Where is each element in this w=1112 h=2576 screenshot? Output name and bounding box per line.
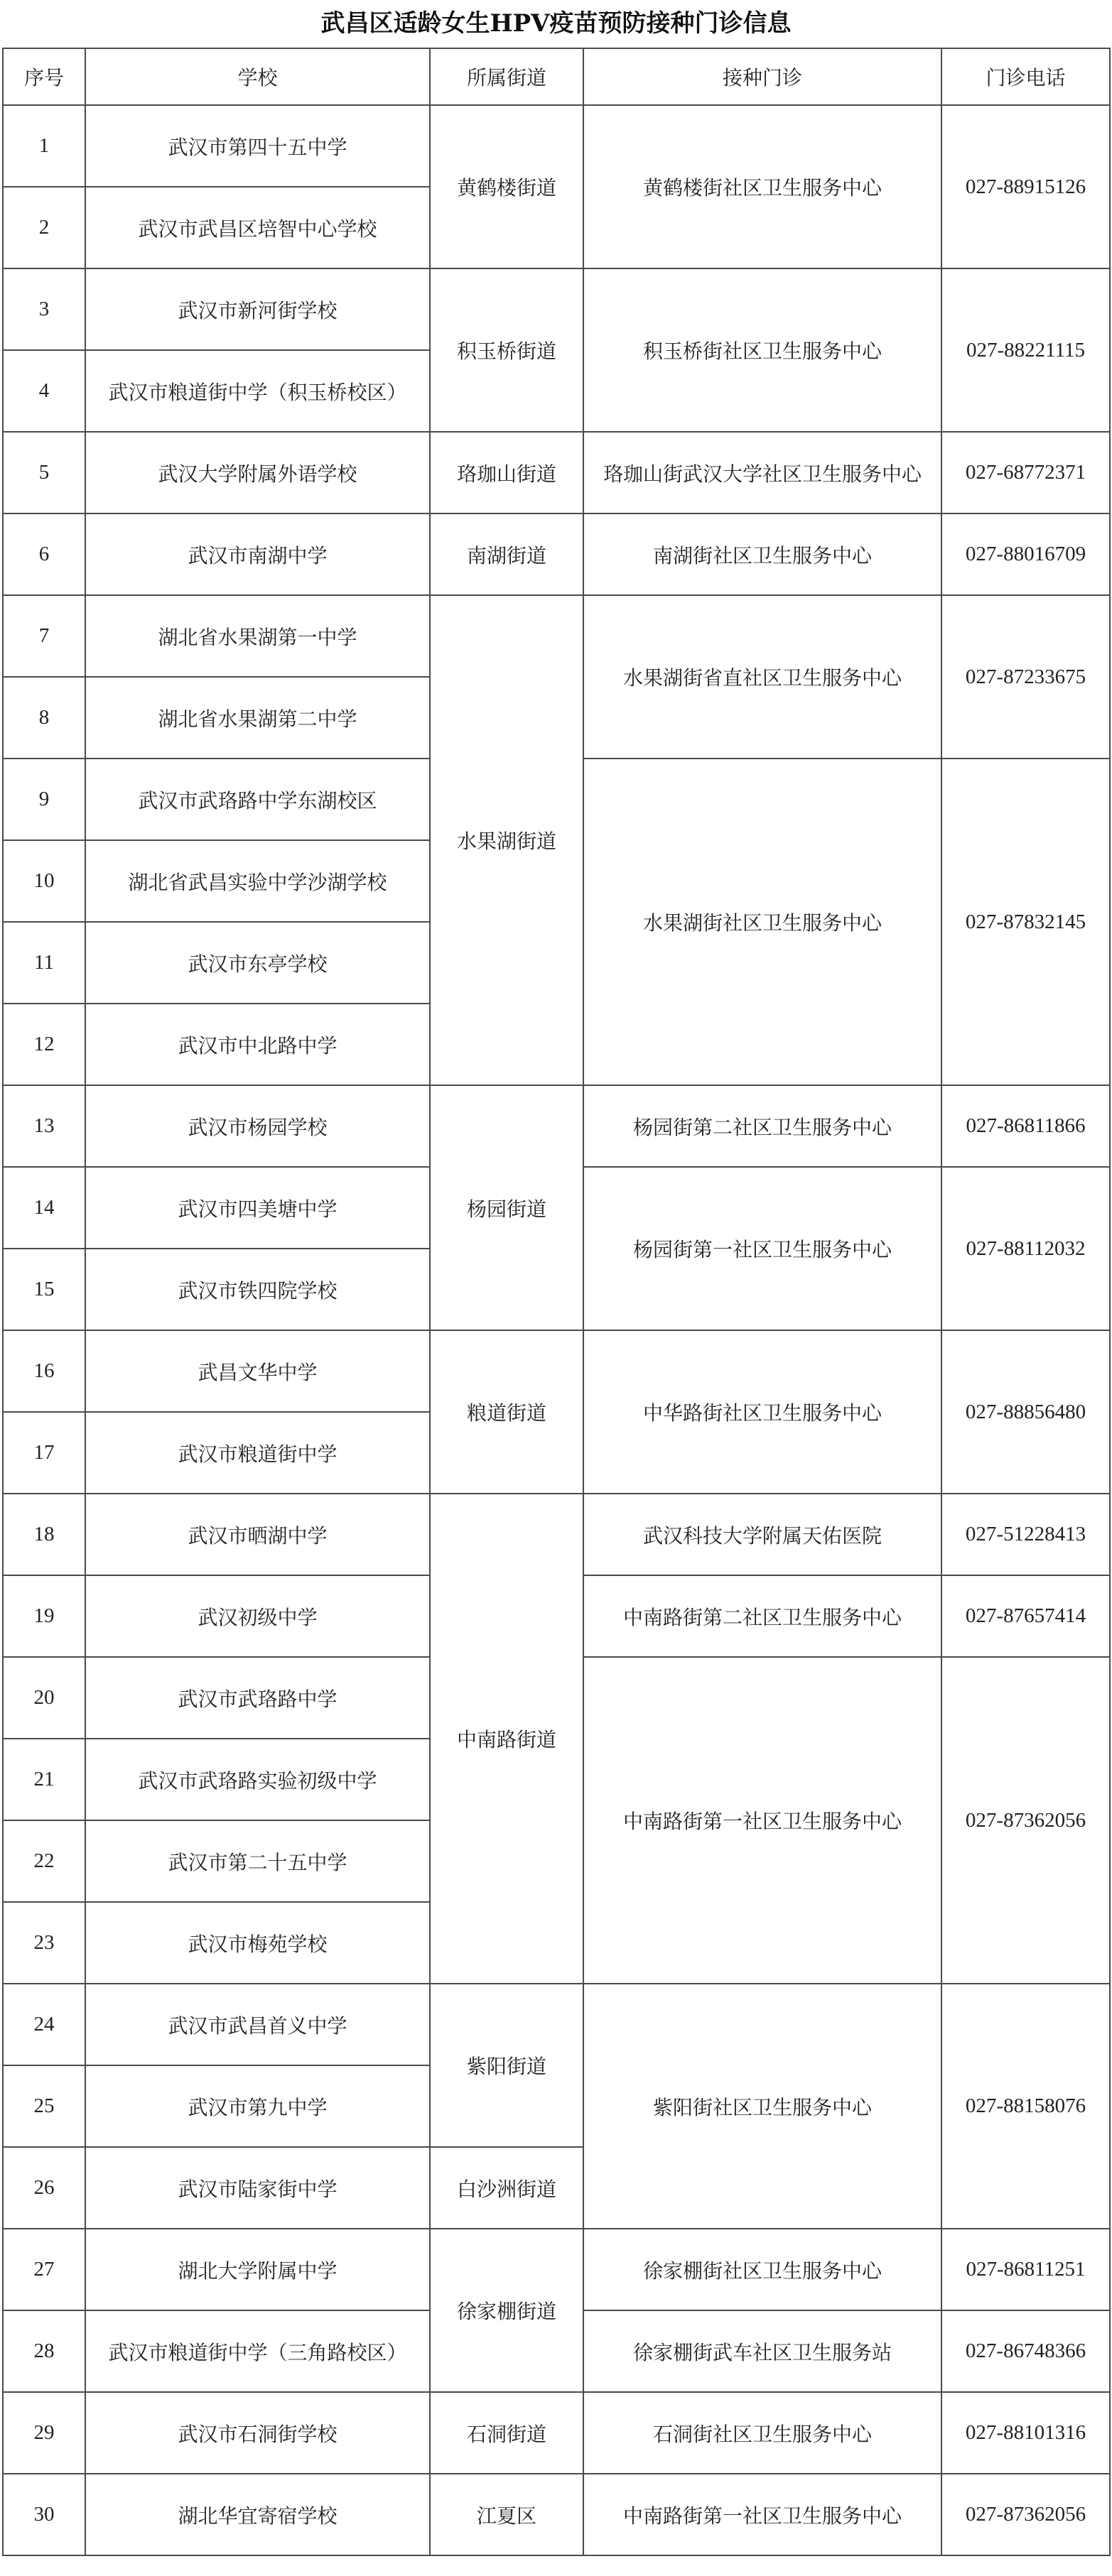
- clinic-name: 紫阳街社区卫生服务中心: [583, 1984, 941, 2229]
- clinic-name: 徐家棚街武车社区卫生服务站: [583, 2310, 941, 2392]
- clinic-phone: 027-88112032: [941, 1167, 1110, 1330]
- clinic-name: 中南路街第二社区卫生服务中心: [583, 1575, 941, 1657]
- clinic-phone: 027-68772371: [941, 432, 1110, 513]
- row-number: 29: [3, 2392, 85, 2474]
- school-name: 湖北大学附属中学: [85, 2229, 430, 2310]
- clinic-phone: 027-87362056: [941, 1657, 1110, 1984]
- clinic-phone: 027-86811866: [941, 1085, 1110, 1167]
- table-row: [3, 2229, 1110, 2310]
- table-row: [3, 2474, 1110, 2555]
- clinic-name: 水果湖街省直社区卫生服务中心: [583, 595, 941, 759]
- row-number: 22: [3, 1820, 85, 1902]
- clinic-name: 杨园街第二社区卫生服务中心: [583, 1085, 941, 1167]
- page-title: 武昌区适龄女生HPV疫苗预防接种门诊信息: [320, 9, 792, 38]
- row-number: 12: [3, 1004, 85, 1085]
- table-row: [3, 2392, 1110, 2474]
- table-body: [3, 105, 1110, 2555]
- table-row: [3, 513, 1110, 595]
- clinic-phone: 027-87657414: [941, 1575, 1110, 1657]
- school-name: 武汉市粮道街中学（三角路校区）: [85, 2310, 430, 2392]
- header-school: 学校: [85, 48, 430, 105]
- clinic-name: 杨园街第一社区卫生服务中心: [583, 1167, 941, 1330]
- table-row: [3, 595, 1110, 677]
- row-number: 4: [3, 350, 85, 432]
- clinic-phone: 027-87233675: [941, 595, 1110, 759]
- clinic-name: 中华路街社区卫生服务中心: [583, 1330, 941, 1494]
- school-name: 武汉市武昌首义中学: [85, 1984, 430, 2065]
- clinic-table: [2, 48, 1111, 2556]
- row-number: 1: [3, 105, 85, 187]
- street-name: 粮道街道: [430, 1330, 583, 1494]
- header-street: 所属街道: [430, 48, 583, 105]
- street-name: 江夏区: [430, 2474, 583, 2555]
- street-name: 珞珈山街道: [430, 432, 583, 513]
- table-row: [3, 432, 1110, 513]
- row-number: 28: [3, 2310, 85, 2392]
- row-number: 30: [3, 2474, 85, 2555]
- header-no: 序号: [3, 48, 85, 105]
- school-name: 湖北省水果湖第二中学: [85, 677, 430, 759]
- clinic-name: 中南路街第一社区卫生服务中心: [583, 1657, 941, 1984]
- school-name: 武汉市新河街学校: [85, 268, 430, 350]
- row-number: 19: [3, 1575, 85, 1657]
- school-name: 武昌文华中学: [85, 1330, 430, 1412]
- school-name: 武汉市粮道街中学: [85, 1412, 430, 1494]
- header-phone: 门诊电话: [941, 48, 1110, 105]
- row-number: 5: [3, 432, 85, 513]
- school-name: 武汉市晒湖中学: [85, 1494, 430, 1575]
- clinic-name: 黄鹤楼街社区卫生服务中心: [583, 105, 941, 268]
- school-name: 湖北华宜寄宿学校: [85, 2474, 430, 2555]
- school-name: 武汉市陆家街中学: [85, 2147, 430, 2229]
- clinic-name: 武汉科技大学附属天佑医院: [583, 1494, 941, 1575]
- school-name: 湖北省水果湖第一中学: [85, 595, 430, 677]
- school-name: 武汉市武珞路中学: [85, 1657, 430, 1739]
- school-name: 武汉市第四十五中学: [85, 105, 430, 187]
- school-name: 武汉市铁四院学校: [85, 1249, 430, 1330]
- row-number: 15: [3, 1249, 85, 1330]
- school-name: 武汉市中北路中学: [85, 1004, 430, 1085]
- table-row: [3, 1330, 1110, 1412]
- row-number: 10: [3, 840, 85, 922]
- school-name: 武汉市东亭学校: [85, 922, 430, 1004]
- row-number: 13: [3, 1085, 85, 1167]
- clinic-phone: 027-86811251: [941, 2229, 1110, 2310]
- clinic-phone: 027-87832145: [941, 759, 1110, 1085]
- school-name: 湖北省武昌实验中学沙湖学校: [85, 840, 430, 922]
- row-number: 11: [3, 922, 85, 1004]
- row-number: 9: [3, 759, 85, 840]
- school-name: 武汉市南湖中学: [85, 513, 430, 595]
- school-name: 武汉市粮道街中学（积玉桥校区）: [85, 350, 430, 432]
- clinic-name: 徐家棚街社区卫生服务中心: [583, 2229, 941, 2310]
- clinic-phone: 027-88016709: [941, 513, 1110, 595]
- table-row: [3, 1085, 1110, 1167]
- street-name: 中南路街道: [430, 1494, 583, 1984]
- row-number: 8: [3, 677, 85, 759]
- clinic-phone: 027-88221115: [941, 268, 1110, 432]
- clinic-phone: 027-88915126: [941, 105, 1110, 268]
- school-name: 武汉市第二十五中学: [85, 1820, 430, 1902]
- street-name: 石洞街道: [430, 2392, 583, 2474]
- row-number: 25: [3, 2065, 85, 2147]
- table-row: [3, 1984, 1110, 2065]
- street-name: 徐家棚街道: [430, 2229, 583, 2392]
- row-number: 18: [3, 1494, 85, 1575]
- row-number: 16: [3, 1330, 85, 1412]
- school-name: 武汉市四美塘中学: [85, 1167, 430, 1249]
- street-name: 积玉桥街道: [430, 268, 583, 432]
- row-number: 26: [3, 2147, 85, 2229]
- school-name: 武汉市武珞路实验初级中学: [85, 1739, 430, 1820]
- school-name: 武汉市杨园学校: [85, 1085, 430, 1167]
- row-number: 14: [3, 1167, 85, 1249]
- row-number: 17: [3, 1412, 85, 1494]
- row-number: 6: [3, 513, 85, 595]
- clinic-name: 南湖街社区卫生服务中心: [583, 513, 941, 595]
- header-clinic: 接种门诊: [583, 48, 941, 105]
- clinic-name: 水果湖街社区卫生服务中心: [583, 759, 941, 1085]
- clinic-phone: 027-88158076: [941, 1984, 1110, 2229]
- row-number: 21: [3, 1739, 85, 1820]
- school-name: 武汉大学附属外语学校: [85, 432, 430, 513]
- street-name: 南湖街道: [430, 513, 583, 595]
- school-name: 武汉市武昌区培智中心学校: [85, 187, 430, 268]
- table-row: [3, 105, 1110, 187]
- table-row: [3, 1494, 1110, 1575]
- clinic-name: 中南路街第一社区卫生服务中心: [583, 2474, 941, 2555]
- street-name: 黄鹤楼街道: [430, 105, 583, 268]
- clinic-name: 石洞街社区卫生服务中心: [583, 2392, 941, 2474]
- street-name: 紫阳街道: [430, 1984, 583, 2147]
- clinic-phone: 027-88101316: [941, 2392, 1110, 2474]
- row-number: 23: [3, 1902, 85, 1984]
- clinic-phone: 027-51228413: [941, 1494, 1110, 1575]
- clinic-phone: 027-87362056: [941, 2474, 1110, 2555]
- school-name: 武汉市梅苑学校: [85, 1902, 430, 1984]
- street-name: 水果湖街道: [430, 595, 583, 1085]
- table-row: [3, 268, 1110, 350]
- school-name: 武汉市石洞街学校: [85, 2392, 430, 2474]
- row-number: 27: [3, 2229, 85, 2310]
- school-name: 武汉市武珞路中学东湖校区: [85, 759, 430, 840]
- table-header-row: [3, 48, 1110, 105]
- school-name: 武汉初级中学: [85, 1575, 430, 1657]
- school-name: 武汉市第九中学: [85, 2065, 430, 2147]
- row-number: 3: [3, 268, 85, 350]
- row-number: 24: [3, 1984, 85, 2065]
- clinic-phone: 027-86748366: [941, 2310, 1110, 2392]
- clinic-name: 珞珈山街武汉大学社区卫生服务中心: [583, 432, 941, 513]
- street-name: 白沙洲街道: [430, 2147, 583, 2229]
- row-number: 20: [3, 1657, 85, 1739]
- clinic-phone: 027-88856480: [941, 1330, 1110, 1494]
- street-name: 杨园街道: [430, 1085, 583, 1330]
- row-number: 2: [3, 187, 85, 268]
- clinic-name: 积玉桥街社区卫生服务中心: [583, 268, 941, 432]
- row-number: 7: [3, 595, 85, 677]
